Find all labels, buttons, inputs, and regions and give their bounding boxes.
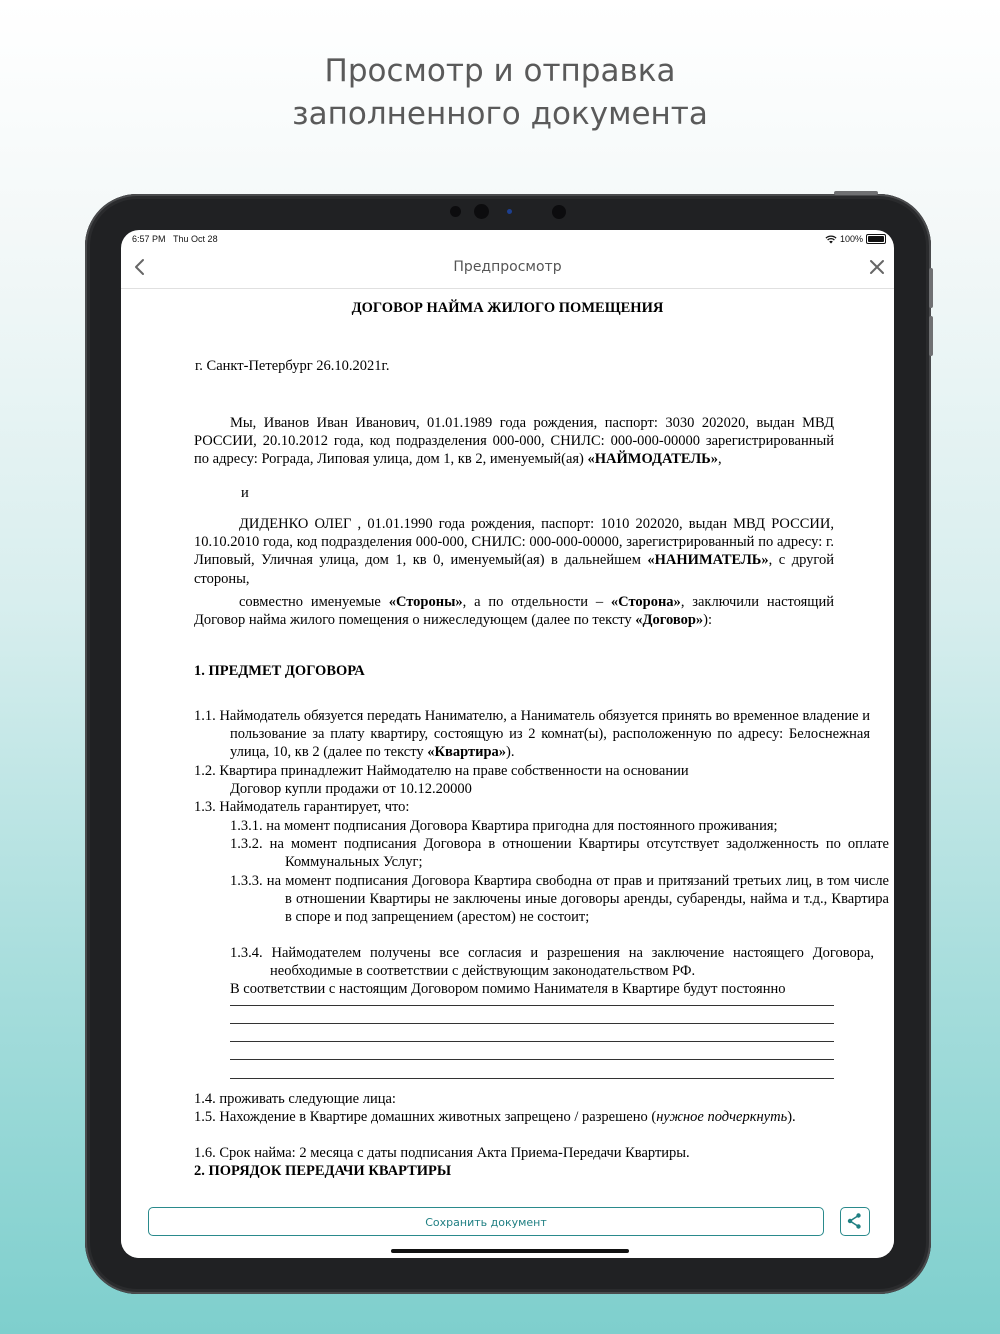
clause-1-1-text: 1.1. Наймодатель обязуется передать Нанимателю, а Наниматель обязуется принять во временное владение и пользование за плату квартиру, состоящую из 2 комнат(ы), расположенную по адресу: Белоснежная улица, 10, кв 2 (далее по тексту (194, 708, 870, 761)
clause-1-5 (194, 1108, 870, 1126)
clause-1-3-4: 1.3.4. Наймодателем получены все согласия и разрешения на заключение настоящего Договора, необходимые в соответствии с действующим законодательством РФ. (230, 945, 874, 980)
close-icon[interactable] (866, 256, 888, 278)
clause-1-3-2: 1.3.2. на момент подписания Договора в отношении Квартиры отсутствует задолженность по оплате Коммунальных Услуг; (230, 836, 889, 871)
clause-1-3-1: 1.3.1. на момент подписания Договора Квартира пригодна для постоянного проживания; (230, 818, 778, 834)
share-button[interactable] (840, 1207, 870, 1236)
promo-headline (0, 50, 1000, 136)
wifi-icon (825, 235, 837, 244)
clause-1-5-italic: нужное подчеркнуть (656, 1109, 788, 1125)
clause-1-1-bold: «Квартира» (427, 744, 507, 761)
clause-1-2: 1.2. Квартира принадлежит Наймодателю на праве собственности на основании (194, 763, 689, 779)
together-party: «Сторона» (610, 594, 681, 610)
camera-indicator-icon (507, 209, 512, 214)
clause-1-1 (194, 707, 870, 762)
blank-line-2 (230, 1023, 834, 1024)
clause-1-3-3: 1.3.3. на момент подписания Договора Квартира свободна от прав и притязаний третьих лиц, в том числе в отношении Квартиры не заключены иные договоры аренды, субаренды, найма и т.д., Квартира в споре и под запрещением (арестом) не состоит; (230, 873, 889, 926)
residents-paragraph: В соответствии с настоящим Договором помимо Нанимателя в Квартире будут постоянно (230, 981, 786, 997)
status-time-date (132, 231, 218, 247)
bottom-action-bar (121, 1198, 894, 1258)
side-button-down (929, 316, 933, 356)
party-1-role: «НАЙМОДАТЕЛЬ» (587, 451, 719, 468)
clause-1-3: 1.3. Наймодатель гарантирует, что: (194, 799, 410, 815)
side-button-up (929, 268, 933, 308)
together-contract: «Договор» (635, 612, 704, 629)
and-conjunction: и (241, 485, 249, 501)
blank-line-3 (230, 1041, 834, 1042)
save-document-button[interactable]: Сохранить документ (148, 1207, 824, 1236)
party-2-paragraph (194, 515, 834, 588)
battery-icon (866, 234, 886, 244)
party-1-paragraph: Мы, Иванов Иван Иванович, 01.01.1989 года рождения, паспорт: 3030 202020, выдан МВД РОССИИ, 20.10.2012 года, код подразделения 000-000, СНИЛС: 000-000-00000 зарегистрированный по адресу: Рограда, Липовая улица, дом 1, кв 2, именуемый(ая) «НАЙМОДАТЕЛЬ», (194, 415, 834, 468)
camera-flash-icon (552, 205, 566, 219)
battery-percent: 100% (839, 234, 863, 244)
share-icon (841, 1208, 868, 1234)
headline-line-1: Просмотр и отправка (324, 53, 676, 89)
camera-bar (448, 203, 568, 221)
camera-lens-icon (474, 204, 489, 219)
blank-line-5 (230, 1078, 834, 1079)
tablet-screen (121, 230, 894, 1258)
camera-sensor-icon (450, 206, 461, 217)
document-city-date: г. Санкт-Петербург 26.10.2021г. (195, 358, 390, 374)
status-bar (121, 230, 894, 246)
clause-1-6: 1.6. Срок найма: 2 месяца с даты подписания Акта Приема-Передачи Квартиры. (194, 1145, 690, 1161)
volume-button-top (834, 191, 878, 195)
together-3: , заключили настоящий Договор найма жилого помещения о нижеследующем (далее по тексту (194, 594, 834, 629)
party-2-tail: , с другой стороны, (194, 552, 834, 587)
blank-line-1 (230, 1005, 834, 1006)
parties-paragraph (194, 593, 834, 629)
status-date: Thu Oct 28 (173, 234, 218, 244)
party-2-role: «НАНИМАТЕЛЬ» (647, 552, 769, 569)
status-time: 6:57 PM (132, 234, 166, 244)
document-title: ДОГОВОР НАЙМА ЖИЛОГО ПОМЕЩЕНИЯ (351, 300, 664, 316)
document-preview[interactable] (121, 290, 894, 1195)
section-2-heading: 2. ПОРЯДОК ПЕРЕДАЧИ КВАРТИРЫ (194, 1163, 452, 1179)
party-1-text: Мы, Иванов Иван Иванович, 01.01.1989 года рождения, паспорт: 3030 202020, выдан МВД РОССИИ, 20.10.2012 года, код подразделения 000-000, СНИЛС: 000-000-00000 зарегистрированный по адресу: Рограда, Липовая улица, дом 1, кв 2, именуемый(ая) (194, 415, 834, 468)
headline-line-2: заполненного документа (292, 96, 708, 132)
home-indicator (391, 1249, 629, 1253)
clause-1-5-tail: ). (787, 1109, 796, 1125)
section-1-heading: 1. ПРЕДМЕТ ДОГОВОРА (194, 663, 365, 679)
navigation-bar (121, 248, 894, 289)
clause-1-2-basis: Договор купли продажи от 10.12.20000 (230, 781, 472, 797)
together-4: ): (703, 612, 713, 629)
together-1: совместно именуемые (239, 594, 389, 610)
clause-1-4: 1.4. проживать следующие лица: (194, 1091, 396, 1107)
party-2-text: ДИДЕНКО ОЛЕГ , 01.01.1990 года рождения, паспорт: 1010 202020, выдан МВД РОССИИ, 10.10.2010 года, код подразделения 000-000, СНИЛС: 000-000-00000, зарегистрированный по адресу: г. Липовый, Уличная улица, дом 1, кв 0, именуемый(ая) в дальнейшем (194, 516, 834, 569)
page-title: Предпросмотр (453, 259, 562, 275)
clause-1-5-text: 1.5. Нахождение в Квартире домашних животных запрещено / разрешено ( (194, 1109, 657, 1125)
clause-1-1-tail: ). (506, 744, 515, 761)
status-right (825, 231, 886, 247)
together-2: , а по отдельности – (462, 594, 611, 610)
blank-line-4 (230, 1059, 834, 1060)
together-parties: «Стороны» (388, 594, 463, 610)
